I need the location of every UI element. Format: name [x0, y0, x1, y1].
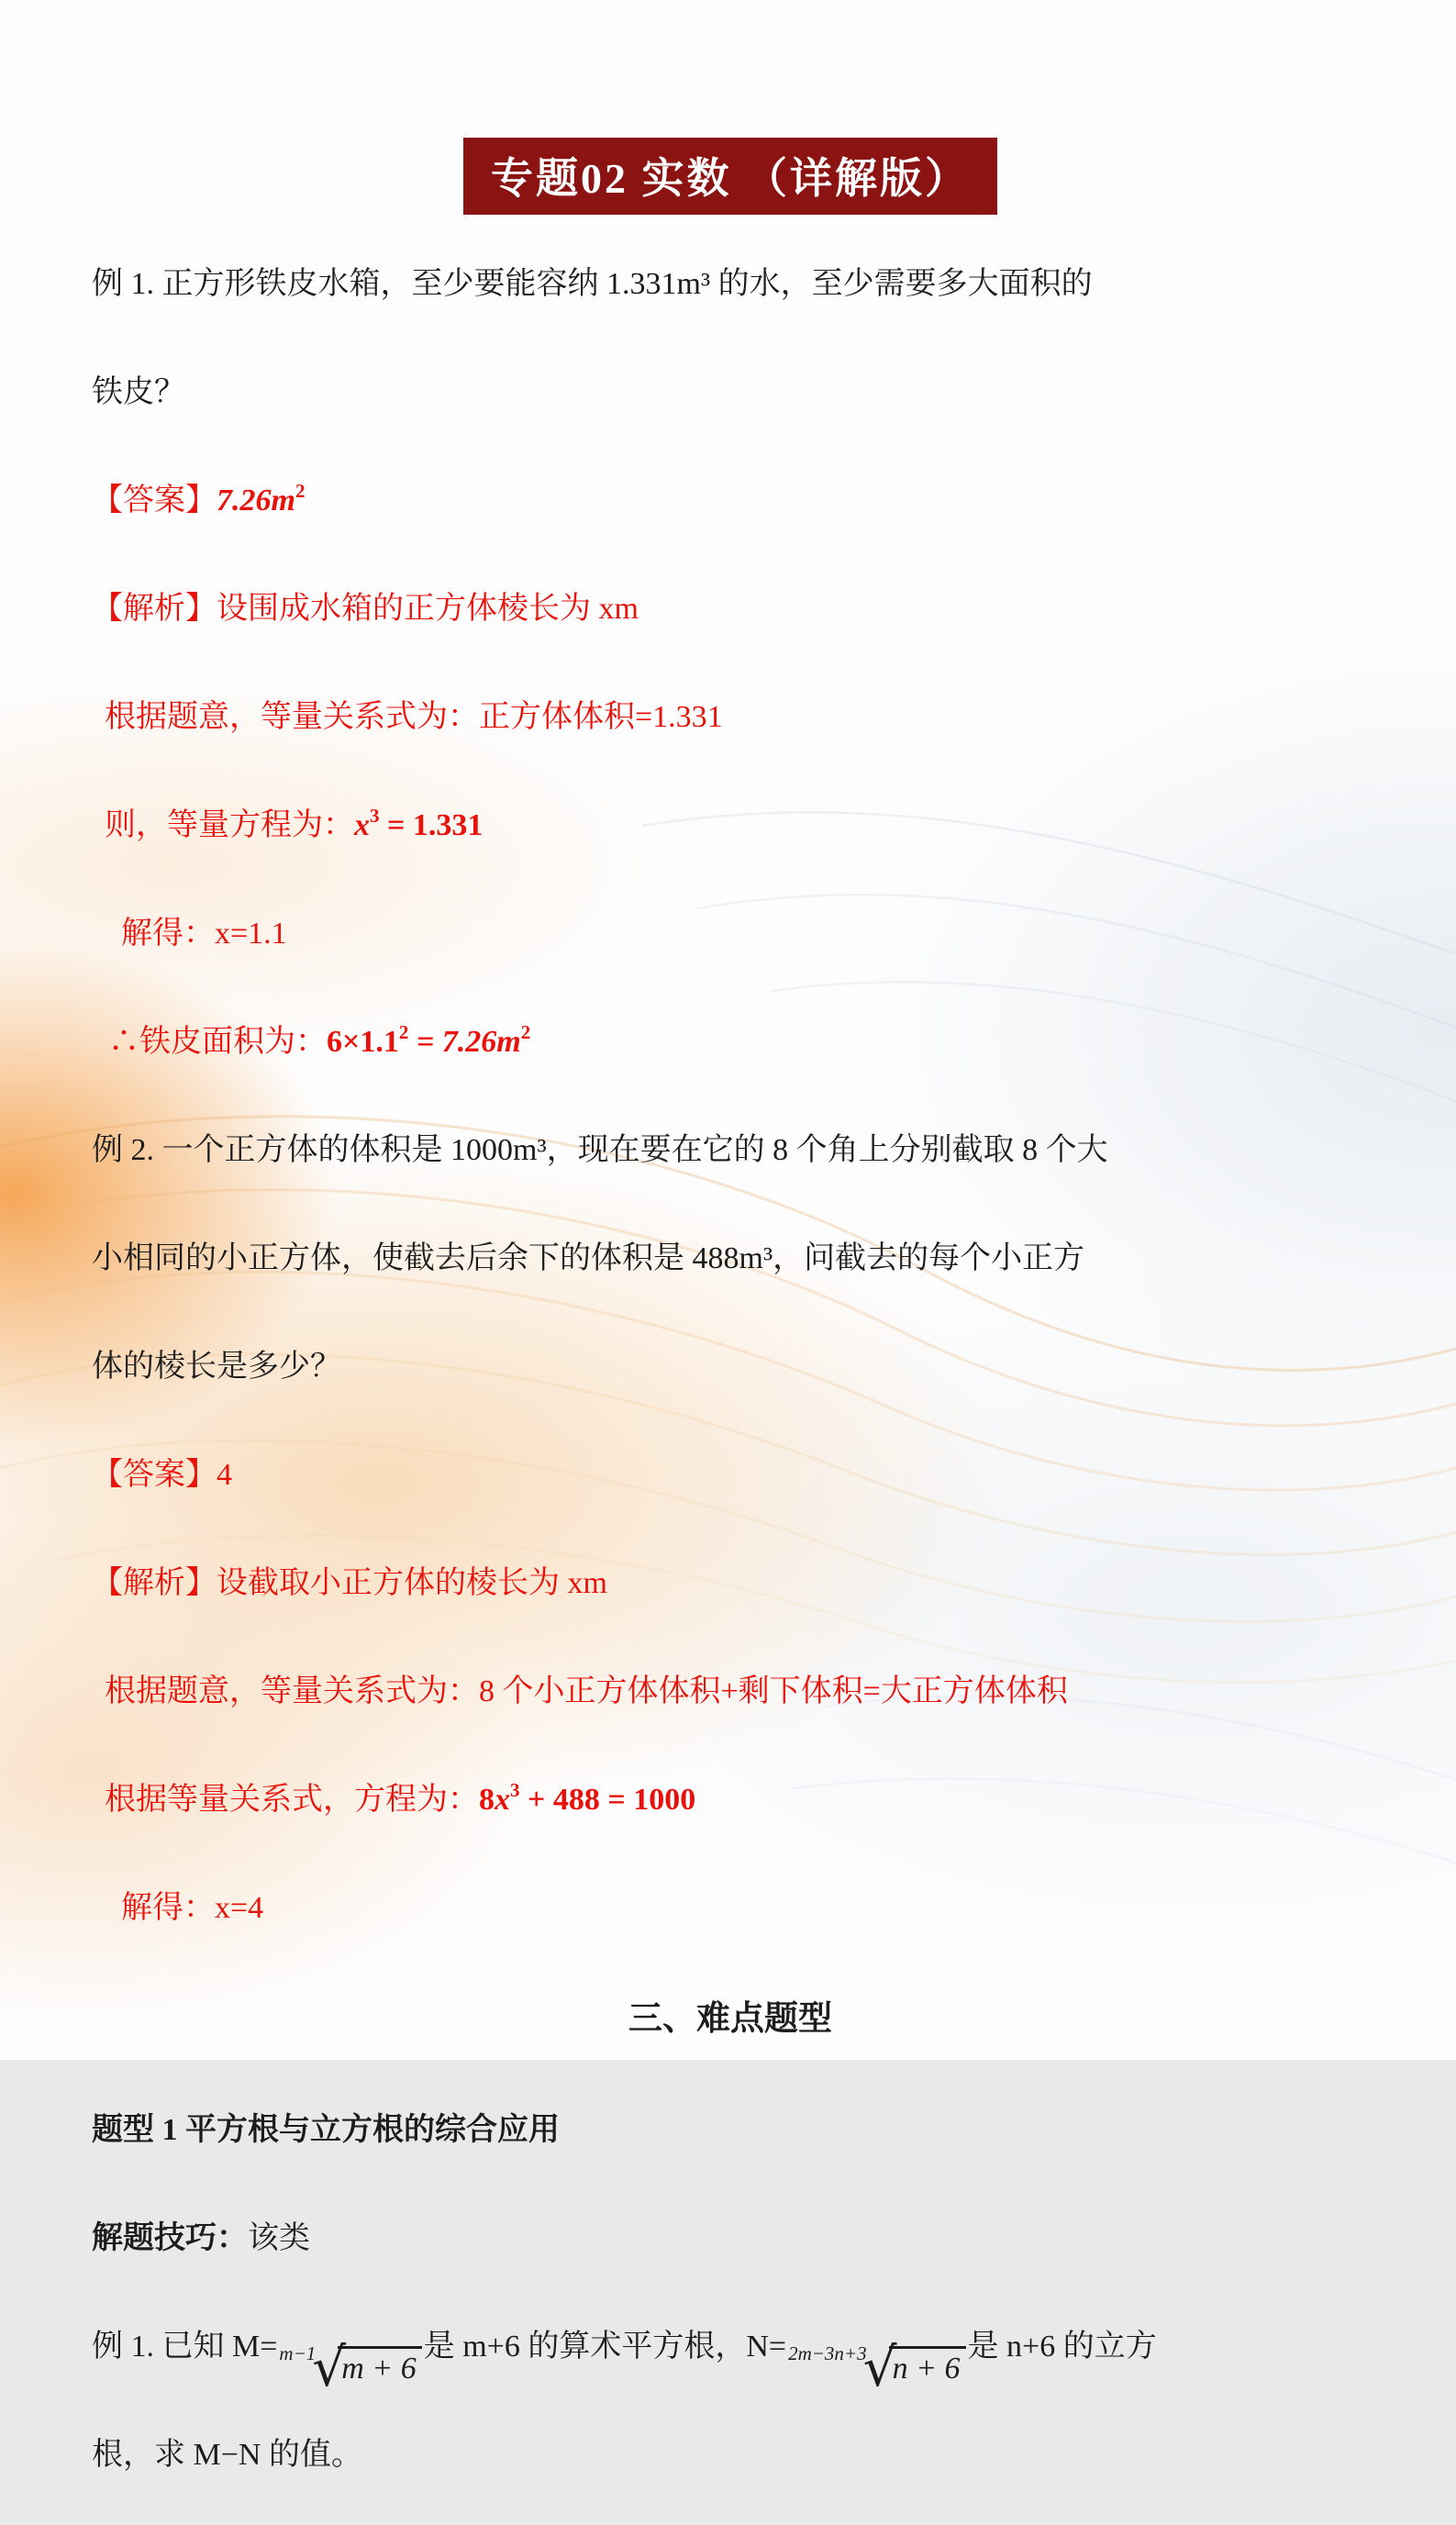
- example1-conclusion: ∴铁皮面积为：$6\times 1.1^2 = 7.26m^2$: [108, 1021, 531, 1059]
- section3-topic: 题型 1 平方根与立方根的综合应用: [92, 2113, 560, 2147]
- example2-equation: 根据等量关系式，方程为：$8x^3 + 488 = 1000$: [105, 1779, 696, 1817]
- example1-question-line1: 例 1. 正方形铁皮水箱，至少要能容纳 1.331m³ 的水，至少需要多大面积的: [92, 267, 1093, 301]
- example2-question-line2: 小相同的小正方体，使截去后余下的体积是 488m³，问截去的每个小正方: [92, 1241, 1085, 1275]
- answer-label: 【答案】: [92, 1458, 217, 1492]
- example2-question-line3: 体的棱长是多少？: [92, 1350, 341, 1384]
- example1-equation: 则，等量方程为：$x^3 = 1.331$: [105, 805, 483, 842]
- example2-solve: 解得：x=4: [121, 1891, 264, 1925]
- example1-analysis: 【解析】设围成水箱的正方体棱长为 xm: [92, 592, 639, 626]
- section3-skill: 解题技巧：该类: [92, 2221, 310, 2255]
- example1-answer: 【答案】$7.26m^2$: [92, 480, 306, 517]
- example2-analysis: 【解析】设截取小正方体的棱长为 xm: [92, 1566, 607, 1600]
- radical-sign: √: [862, 2336, 897, 2398]
- nth-root-1: m−1 √ m + 6: [279, 2346, 421, 2389]
- example1-question-line2: 铁皮？: [92, 375, 185, 409]
- nth-root-2: 2m−3n+3 √ n + 6: [788, 2346, 965, 2389]
- example2-answer: 【答案】4: [92, 1458, 232, 1492]
- section3-heading: 三、难点题型: [628, 2000, 832, 2038]
- example1-relation: 根据题意，等量关系式为：正方体体积=1.331: [105, 700, 723, 734]
- section3-example-line2: 根，求 M−N 的值。: [92, 2438, 362, 2472]
- skill-label: 解题技巧：: [92, 2221, 248, 2255]
- section3-example-line1: 例 1. 已知 M= m−1 √ m + 6 是 m+6 的算术平方根，N= 2m−3n+3 √ n + 6 是 n+6 的立方: [92, 2330, 1157, 2398]
- example2-question-line1: 例 2. 一个正方体的体积是 1000m³，现在要在它的 8 个角上分别截取 8 个大: [92, 1133, 1108, 1167]
- title-banner: 专题02 实数 （详解版）: [463, 138, 997, 215]
- example1-solve: 解得：x=1.1: [121, 917, 287, 951]
- radical-sign: √: [312, 2336, 347, 2398]
- example2-relation: 根据题意，等量关系式为：8 个小正方体体积+剩下体积=大正方体体积: [105, 1674, 1068, 1708]
- answer-label: 【答案】: [92, 484, 217, 517]
